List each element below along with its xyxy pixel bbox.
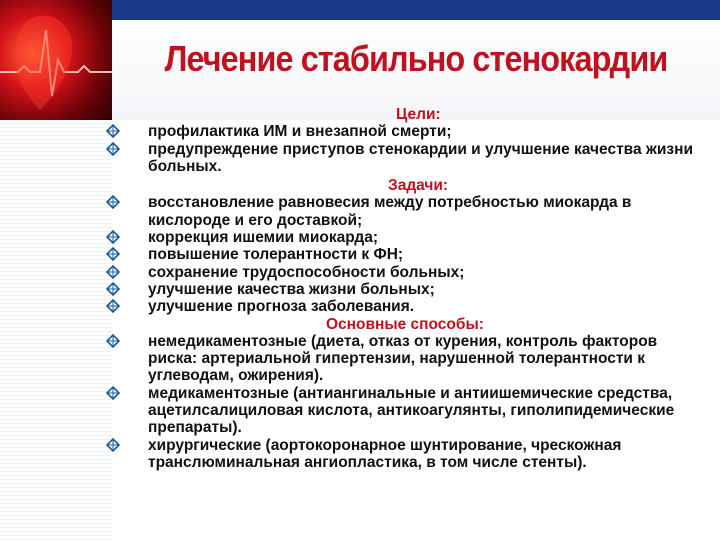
tasks-item-text: улучшение качества жизни больных;	[148, 280, 435, 298]
heart-image	[0, 0, 112, 120]
tasks-list-item	[106, 298, 710, 315]
tasks-item-text: сохранение трудоспособности больных;	[148, 263, 465, 281]
tasks-item-text: восстановление равновесия между потребностью миокарда в кислороде и его доставкой;	[148, 194, 632, 229]
tasks-item-text: коррекция ишемии миокарда;	[148, 229, 378, 247]
methods-list-item	[106, 437, 710, 472]
diamond-bullet-icon	[106, 386, 120, 400]
methods-heading: Основные способы:	[326, 315, 484, 333]
diamond-bullet-icon	[106, 142, 120, 156]
diamond-bullet-icon	[106, 247, 120, 261]
page-title: Лечение стабильно стенокардии	[164, 38, 668, 79]
tasks-heading: Задачи:	[388, 177, 449, 195]
goals-heading: Цели:	[396, 106, 441, 123]
diamond-bullet-icon	[106, 334, 120, 348]
goals-list	[106, 123, 710, 175]
diamond-bullet-icon	[106, 438, 120, 452]
methods-item-text: медикаментозные (антиангинальные и антиишемические средства, ацетилсалициловая кислота, антикоагулянты, гиполипидемические препараты).	[148, 384, 675, 437]
left-decor-strip	[0, 120, 112, 540]
tasks-list-item	[106, 246, 710, 263]
methods-list-item	[106, 385, 710, 437]
tasks-item-text: повышение толерантности к ФН;	[148, 246, 404, 264]
goals-list-item	[106, 123, 710, 140]
goals-list-item	[106, 141, 710, 176]
tasks-list-item	[106, 194, 710, 229]
diamond-bullet-icon	[106, 195, 120, 209]
tasks-item-text: улучшение прогноза заболевания.	[148, 298, 415, 316]
diamond-bullet-icon	[106, 282, 120, 296]
goals-item-text: профилактика ИМ и внезапной смерти;	[148, 123, 452, 141]
methods-item-text: хирургические (аортокоронарное шунтирование, чрескожная транслюминальная ангиопластика, в том числе стенты).	[148, 436, 622, 471]
tasks-list-item	[106, 281, 710, 298]
diamond-bullet-icon	[106, 124, 120, 138]
diamond-bullet-icon	[106, 230, 120, 244]
diamond-bullet-icon	[106, 299, 120, 313]
tasks-list	[106, 194, 710, 315]
diamond-bullet-icon	[106, 265, 120, 279]
tasks-list-item	[106, 264, 710, 281]
slide-content	[106, 106, 710, 471]
methods-list-item	[106, 333, 710, 385]
methods-list	[106, 333, 710, 471]
top-blue-bar	[112, 0, 720, 20]
methods-item-text: немедикаментозные (диета, отказ от курения, контроль факторов риска: артериальной гипертензии, нарушенной толерантности к углеводам, ожирения).	[148, 332, 658, 385]
goals-item-text: предупреждение приступов стенокардии и улучшение качества жизни больных.	[148, 140, 694, 175]
tasks-list-item	[106, 229, 710, 246]
